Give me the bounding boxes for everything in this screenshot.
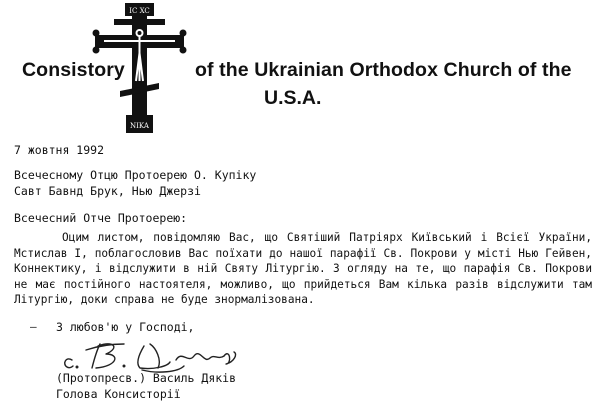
cross-bottom-inscription: NIKA	[130, 122, 149, 130]
recipient-name: Всечесному Отцю Протоерею О. Купіку	[14, 168, 257, 182]
recipient-location: Савт Бавнд Брук, Нью Джерзі	[14, 184, 201, 198]
signer-name: (Протопресв.) Василь Дяків	[56, 371, 237, 385]
recipient-address	[14, 167, 256, 199]
letter-body: Оцим листом, повідомляю Вас, що Святіший Патріярх Київський і Всієї України, Мстислав І, поблагословив Вас поїхати до нашої парафії Св. Покрови у місті Нью Гейвен, Коннектику, і відслужити в ній Святу Літургію. З огляду на те, що парафія Св. Покрови не має постійного настоятеля, можливо, що прийдеться Вам кілька разів відслужити там Літургію, доки справа не буде знормалізована.	[14, 231, 592, 307]
closing-line: З любов'ю у Господі,	[56, 320, 195, 334]
cross-top-inscription: IC XC	[129, 7, 150, 15]
letterhead	[0, 0, 600, 138]
letter-date: 7 жовтня 1992	[14, 143, 105, 157]
margin-mark: –	[30, 320, 37, 333]
organization-name-rest: of the Ukrainian Orthodox Church of the	[195, 59, 572, 81]
organization-name-line2: U.S.A.	[264, 87, 322, 109]
orthodox-cross-icon	[92, 3, 187, 136]
organization-name-first-word: Consistory	[22, 59, 125, 81]
signer-title: Голова Консисторії	[56, 387, 181, 401]
salutation: Всечесний Отче Протоерею:	[14, 211, 188, 225]
